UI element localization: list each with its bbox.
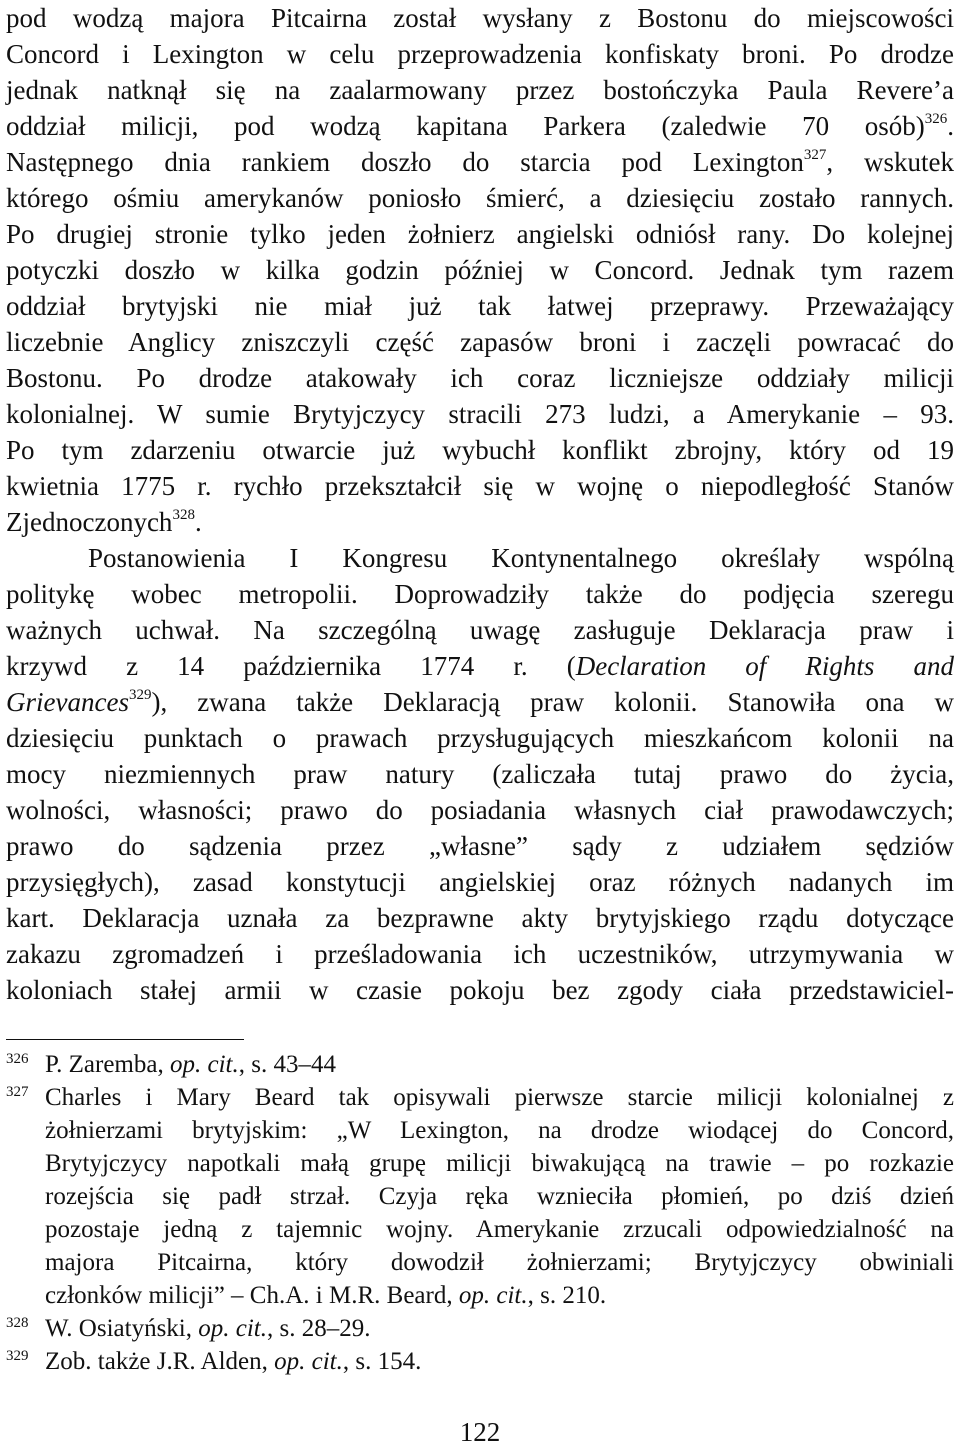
body-line: kolonialnej. W sumie Brytyjczycy stracili 273 ludzi, a Amerykanie – 93. [6,399,954,429]
body-line: Zjednoczonych$^{328}$. [6,507,202,537]
footnote-ref[interactable]: 327 [803,147,827,163]
body-line: wolności, własności; prawo do posiadania własnych ciał prawodawczych; [6,795,954,825]
footnote-separator [6,1039,244,1040]
body-line: koloniach stałej armii w czasie pokoju bez zgody ciała przedstawiciel- [6,975,954,1005]
footnote-number: 326 [6,1051,29,1067]
body-line: pod wodzą majora Pitcairna został wysłany z Bostonu do miejscowości [6,3,954,33]
body-line: Następnego dnia rankiem doszło do starcia pod Lexington$^{327}$, wskutek [6,147,954,177]
body-line: oddział milicji, pod wodzą kapitana Parkera (zaledwie 70 osób)$^{326}$. [6,111,954,141]
page-number: 122 [459,1417,501,1447]
body-line: krzywd z 14 października 1774 r. (Declaration of Rights and [6,651,954,681]
body-line: kwietnia 1775 r. rychło przekształcił się w wojnę o niepodległość Stanów [6,471,954,501]
footnote-line: rozejścia się padł strzał. Czyja ręka wznieciła płomień, po dziś dzień [45,1183,954,1210]
footnote-number: 329 [6,1348,29,1364]
body-line: Postanowienia I Kongresu Kontynentalnego określały wspólną [88,543,954,573]
body-line: Po tym zdarzeniu otwarcie już wybuchł konflikt zbrojny, który od 19 [6,435,954,465]
footnote-line: W. Osiatyński, op. cit., s. 28–29. [45,1315,371,1342]
footnote-line: P. Zaremba, op. cit., s. 43–44 [45,1051,336,1078]
footnote-ref[interactable]: 328 [172,507,195,523]
footnote-line: żołnierzami brytyjskim: „W Lexington, na drodze wiodącej do Concord, [45,1117,954,1144]
footnote-line: Charles i Mary Beard tak opisywali pierwsze starcie milicji kolonialnej z [45,1084,954,1111]
body-line: Grievances$^{329}$), zwana także Deklaracją praw kolonii. Stanowiła ona w [6,687,954,717]
footnote-line: pozostaje jedną z tajemnic wojny. Amerykanie zrzucali odpowiedzialność na [45,1216,954,1243]
body-line: liczebnie Anglicy zniszczyli część zapasów broni i zaczęli powracać do [6,327,954,357]
body-line: którego ośmiu amerykanów poniosło śmierć, a dziesięciu zostało rannych. [6,183,954,213]
body-line: dziesięciu punktach o prawach przysługujących mieszkańcom kolonii na [6,723,954,753]
body-line: ważnych uchwał. Na szczególną uwagę zasługuje Deklaracja praw i [6,615,954,645]
body-line: politykę wobec metropolii. Doprowadziły także do podjęcia szeregu [6,579,954,609]
body-line: Bostonu. Po drodze atakowały ich coraz liczniejsze oddziały milicji [6,363,954,393]
footnote-line: majora Pitcairna, który dowodził żołnierzami; Brytyjczycy obwiniali [45,1249,954,1276]
footnote-ref[interactable]: 329 [128,687,152,703]
footnote-number: 327 [6,1084,29,1100]
footnote-line: Brytyjczycy napotkali małą grupę milicji biwakującą na trawie – po rozkazie [45,1150,954,1177]
body-line: Concord i Lexington w celu przeprowadzenia konfiskaty broni. Po drodze [6,39,954,69]
body-line: kart. Deklaracja uznała za bezprawne akty brytyjskiego rządu dotyczące [6,903,954,933]
footnote-line: członków milicji” – Ch.A. i M.R. Beard, op. cit., s. 210. [45,1282,607,1309]
body-line: jednak natknął się na zaalarmowany przez bostończyka Paula Revere’a [6,75,954,105]
footnote-ref[interactable]: 326 [924,111,948,127]
body-line: mocy niezmiennych praw natury (zaliczała tutaj prawo do życia, [6,759,954,789]
body-line: Po drugiej stronie tylko jeden żołnierz angielski odniósł rany. Do kolejnej [6,219,954,249]
body-line: prawo do sądzenia przez „własne” sądy z udziałem sędziów [6,831,954,861]
footnote-line: Zob. także J.R. Alden, op. cit., s. 154. [45,1348,422,1375]
body-line: przysięgłych), zasad konstytucji angielskiej oraz różnych nadanych im [6,867,954,897]
body-line: oddział brytyjski nie miał już tak łatwej przeprawy. Przeważający [6,291,954,321]
footnote-number: 328 [6,1315,29,1331]
body-line: zakazu zgromadzeń i prześladowania ich uczestników, utrzymywania w [6,939,954,969]
body-line: potyczki doszło w kilka godzin później w Concord. Jednak tym razem [6,255,954,285]
